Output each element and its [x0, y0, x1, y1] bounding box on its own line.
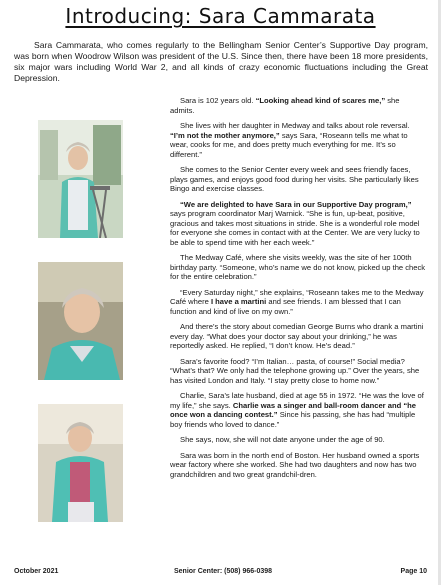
article-body: [170, 96, 426, 485]
article-paragraph: [170, 435, 426, 445]
article-paragraph: [170, 391, 426, 429]
paragraph-text: She says, now, she will not date anyone under the age of 90.: [180, 435, 385, 444]
photo-sara-walker: [38, 120, 123, 238]
photo-sara-portrait: [38, 262, 123, 380]
emphasized-quote: “Looking ahead kind of scares me,”: [255, 96, 386, 105]
article-paragraph: [170, 165, 426, 194]
paragraph-text: Since his passing, she has had “multiple boy friends who loved to dance.”: [170, 410, 416, 429]
footer-phone: Senior Center: (508) 966-0398: [174, 568, 273, 575]
footer-date: October 2021: [14, 568, 59, 575]
article-paragraph: [170, 96, 426, 115]
paragraph-text: The Medway Café, where she visits weekly, was the site of her 100th birthday party. “Someone, who’s name we do not know, picked up the check for the entire celebration.”: [170, 253, 426, 281]
article-paragraph: [170, 451, 426, 480]
article-paragraph: [170, 253, 426, 282]
emphasized-quote: Charlie was a singer and ball-room dancer and “he once won a dancing contest.”: [170, 400, 417, 419]
article-paragraph: [170, 288, 426, 317]
paragraph-text: Charlie, Sara’s late husband, died at age 55 in 1972. “He was the love of my life,” she says.: [170, 391, 424, 410]
paragraph-text: She lives with her daughter in Medway and talks about role reversal.: [180, 121, 410, 130]
article-paragraph: [170, 121, 426, 159]
paragraph-text: “Every Saturday night,” she explains, “Roseann takes me to the Medway Café where: [170, 287, 424, 306]
paragraph-text: says program coordinator Marj Warnick. “She is fun, up-beat, positive, gracious and takes most situations in stride. She is a wonderful role model for everyone she comes in contact with at the Center. We are very lucky to be able to spend time with her each week.”: [170, 209, 420, 247]
paragraph-text: Sara’s favorite food? “I’m Italian… pasta, of course!” Social media? “What’s that? We only had the telephone growing up.” Over the years, she has visited London and Italy. “I stay pretty close to home now.”: [170, 356, 420, 385]
paragraph-text: And there’s the story about comedian George Burns who drank a martini every day. “What does your doctor say about your drinking,” he was reportedly asked. He replied, “I don’t know. He’s dead.”: [170, 322, 424, 350]
page-footer: [14, 568, 427, 580]
footer-page-number: Page 10: [400, 568, 427, 575]
page-title: Introducing: Sara Cammarata: [65, 4, 376, 28]
paragraph-text: and see friends. I am blessed that I can function and kind of live on my own.”: [170, 297, 401, 316]
article-paragraph: [170, 200, 426, 248]
intro-paragraph: Sara Cammarata, who comes regularly to the Bellingham Senior Center’s Supportive Day program, was born when Woodrow Wilson was president of the U.S. Since then, there have been 18 more presidents, six major wars including World War 2, and all kinds of crazy economic fluctuations including the Great Depression.: [14, 40, 428, 83]
paragraph-text: She comes to the Senior Center every week and sees friendly faces, plays games, and enjoys good food during her visits. She particularly likes Bingo and exercise classes.: [170, 165, 419, 193]
article-paragraph: [170, 322, 426, 351]
paragraph-text: says Sara, “Roseann tells me what to wear, cooks for me, and does pretty much everything for me. It’s so different.”: [170, 130, 408, 159]
emphasized-quote: “I’m not the mother anymore,”: [170, 130, 280, 140]
photo-sara-seated: [38, 404, 123, 522]
emphasized-quote: “We are delighted to have Sara in our Supportive Day program,”: [180, 199, 412, 209]
emphasized-quote: I have a martini: [210, 297, 267, 306]
article-paragraph: [170, 357, 426, 386]
paragraph-text: Sara is 102 years old.: [180, 96, 256, 105]
paragraph-text: Sara was born in the north end of Boston. Her husband owned a sports wear factory where she worked. She had two daughters and now has two grandchildren and two great grandchil-dren.: [170, 450, 420, 479]
paragraph-text: she admits.: [170, 96, 400, 115]
